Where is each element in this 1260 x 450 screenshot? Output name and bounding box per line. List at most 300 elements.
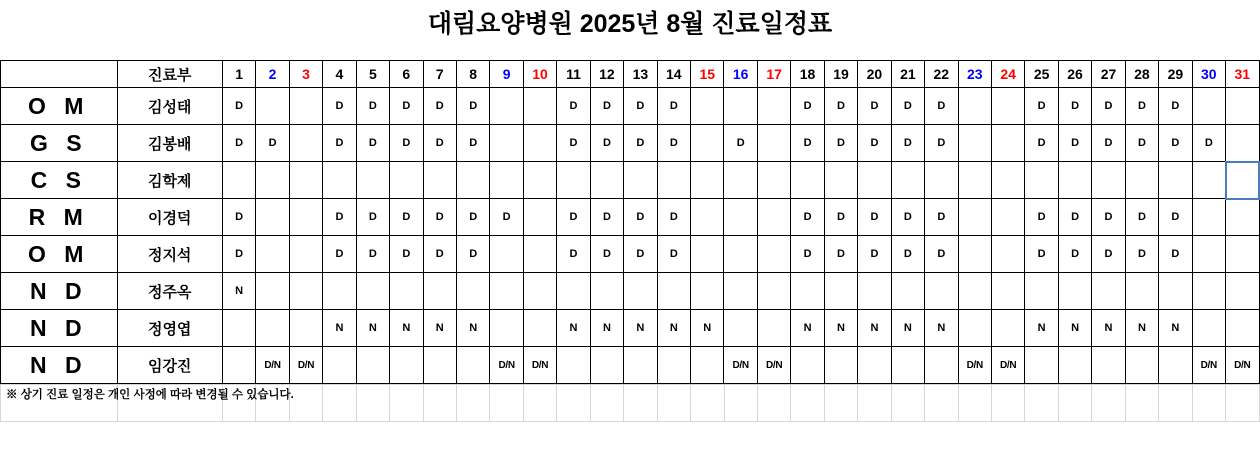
schedule-cell[interactable]: D [624,125,657,162]
schedule-cell[interactable] [991,236,1024,273]
schedule-cell[interactable] [757,273,790,310]
schedule-cell[interactable] [1226,236,1259,273]
schedule-cell[interactable] [256,310,289,347]
schedule-cell[interactable]: N [557,310,590,347]
table-row [1,236,1260,273]
day-header-20: 20 [858,61,891,88]
schedule-cell[interactable] [1092,273,1125,310]
schedule-cell[interactable]: D [590,236,623,273]
schedule-cell[interactable]: D [724,125,757,162]
schedule-cell[interactable]: D [1159,125,1192,162]
schedule-cell[interactable]: D [390,236,423,273]
day-header-12: 12 [590,61,623,88]
schedule-cell[interactable] [824,347,857,384]
schedule-cell[interactable] [824,273,857,310]
schedule-cell[interactable] [456,273,489,310]
schedule-cell[interactable] [958,273,991,310]
schedule-cell[interactable]: D [323,125,356,162]
schedule-cell[interactable] [624,162,657,199]
schedule-cell[interactable] [490,273,523,310]
schedule-cell[interactable] [557,273,590,310]
schedule-cell[interactable] [991,162,1024,199]
schedule-cell[interactable] [691,273,724,310]
schedule-cell[interactable]: D [858,199,891,236]
schedule-cell[interactable] [657,273,690,310]
schedule-cell[interactable] [624,273,657,310]
day-header-30: 30 [1192,61,1225,88]
schedule-cell[interactable]: D [590,199,623,236]
schedule-cell[interactable] [1125,162,1158,199]
schedule-cell[interactable] [1226,310,1259,347]
schedule-cell[interactable]: N [858,310,891,347]
schedule-cell[interactable]: D [1125,236,1158,273]
schedule-cell[interactable] [289,273,322,310]
schedule-cell[interactable] [1125,273,1158,310]
day-header-18: 18 [791,61,824,88]
schedule-cell[interactable]: D [1058,125,1091,162]
schedule-table [0,60,1260,384]
schedule-cell[interactable] [356,273,389,310]
schedule-cell[interactable]: D [1025,236,1058,273]
schedule-cell[interactable] [523,273,556,310]
schedule-cell[interactable] [991,199,1024,236]
schedule-cell[interactable]: D [824,199,857,236]
schedule-cell[interactable] [858,273,891,310]
schedule-cell[interactable] [323,347,356,384]
schedule-cell[interactable]: N [824,310,857,347]
day-header-22: 22 [925,61,958,88]
schedule-cell[interactable]: D [624,199,657,236]
day-header-31: 31 [1226,61,1259,88]
schedule-cell[interactable] [289,236,322,273]
schedule-cell[interactable]: D [423,236,456,273]
schedule-cell[interactable]: D/N [1192,347,1225,384]
schedule-cell[interactable] [858,347,891,384]
schedule-cell[interactable] [289,162,322,199]
schedule-cell[interactable]: N [691,310,724,347]
schedule-cell[interactable] [456,162,489,199]
schedule-cell[interactable] [1058,273,1091,310]
schedule-cell[interactable]: D [222,199,255,236]
schedule-cell[interactable] [222,310,255,347]
schedule-cell[interactable] [1092,162,1125,199]
schedule-cell[interactable]: D [925,125,958,162]
schedule-cell[interactable]: D [1159,199,1192,236]
dept-code: N D [1,310,118,347]
schedule-cell[interactable] [423,162,456,199]
day-header-13: 13 [624,61,657,88]
schedule-cell[interactable] [423,347,456,384]
schedule-cell[interactable]: D/N [757,347,790,384]
schedule-cell[interactable] [1025,162,1058,199]
table-row [1,347,1260,384]
schedule-cell[interactable] [925,273,958,310]
schedule-cell[interactable] [590,162,623,199]
schedule-cell[interactable] [323,162,356,199]
schedule-cell[interactable]: D [423,125,456,162]
doctor-name: 김학제 [117,162,222,199]
schedule-cell[interactable] [724,199,757,236]
schedule-cell[interactable]: N [1125,310,1158,347]
schedule-cell[interactable]: D [456,236,489,273]
schedule-cell[interactable] [523,88,556,125]
dept-code: O M [1,88,118,125]
schedule-cell[interactable] [390,347,423,384]
schedule-cell[interactable] [724,236,757,273]
schedule-cell[interactable]: D [1125,88,1158,125]
schedule-cell[interactable] [1226,162,1259,199]
schedule-cell[interactable] [691,125,724,162]
schedule-cell[interactable] [289,199,322,236]
day-header-9: 9 [490,61,523,88]
schedule-cell[interactable] [557,162,590,199]
schedule-cell[interactable] [390,273,423,310]
schedule-cell[interactable]: D/N [991,347,1024,384]
schedule-cell[interactable] [757,88,790,125]
schedule-cell[interactable]: D [557,236,590,273]
schedule-cell[interactable] [1092,347,1125,384]
footnote-area [0,384,1260,422]
schedule-cell[interactable]: D/N [490,347,523,384]
day-header-6: 6 [390,61,423,88]
schedule-cell[interactable] [624,347,657,384]
schedule-cell[interactable]: D [1125,125,1158,162]
schedule-cell[interactable] [757,236,790,273]
schedule-cell[interactable]: D [256,125,289,162]
schedule-cell[interactable] [523,199,556,236]
schedule-cell[interactable] [1192,88,1225,125]
day-header-3: 3 [289,61,322,88]
schedule-cell[interactable] [724,310,757,347]
schedule-cell[interactable]: N [356,310,389,347]
schedule-cell[interactable]: D [1025,125,1058,162]
schedule-cell[interactable] [1226,88,1259,125]
schedule-cell[interactable] [724,162,757,199]
schedule-cell[interactable]: D [390,88,423,125]
schedule-cell[interactable]: D [557,199,590,236]
schedule-cell[interactable]: D [858,88,891,125]
schedule-cell[interactable]: D/N [289,347,322,384]
schedule-cell[interactable] [891,162,924,199]
schedule-cell[interactable]: D [791,88,824,125]
schedule-cell[interactable]: D [1058,88,1091,125]
header-row [1,61,1260,88]
schedule-cell[interactable]: D [1159,88,1192,125]
table-row [1,162,1260,199]
schedule-cell[interactable]: D [222,236,255,273]
schedule-cell[interactable] [256,273,289,310]
schedule-cell[interactable] [289,310,322,347]
schedule-cell[interactable] [958,88,991,125]
schedule-cell[interactable]: N [791,310,824,347]
schedule-cell[interactable]: D [222,125,255,162]
schedule-cell[interactable] [490,125,523,162]
doctor-name: 이경덕 [117,199,222,236]
schedule-cell[interactable]: D/N [523,347,556,384]
page-title: 대림요양병원 2025년 8월 진료일정표 [427,10,833,38]
schedule-cell[interactable] [323,273,356,310]
schedule-cell[interactable]: D [323,236,356,273]
schedule-cell[interactable] [1226,273,1259,310]
schedule-cell[interactable]: D [423,199,456,236]
schedule-cell[interactable]: D [925,236,958,273]
schedule-cell[interactable]: D [1092,236,1125,273]
schedule-cell[interactable]: D [891,88,924,125]
day-header-1: 1 [222,61,255,88]
schedule-cell[interactable]: D [824,236,857,273]
doctor-name: 임강진 [117,347,222,384]
dept-code: R M [1,199,118,236]
schedule-cell[interactable] [256,199,289,236]
table-row [1,199,1260,236]
schedule-cell[interactable] [490,236,523,273]
schedule-cell[interactable]: D [456,88,489,125]
schedule-cell[interactable]: D [858,125,891,162]
schedule-cell[interactable]: D [356,125,389,162]
schedule-cell[interactable] [1159,162,1192,199]
table-body [1,88,1260,384]
schedule-cell[interactable]: D [456,199,489,236]
schedule-cell[interactable]: N [657,310,690,347]
schedule-cell[interactable]: D [356,236,389,273]
schedule-cell[interactable]: D [657,236,690,273]
schedule-cell[interactable] [490,88,523,125]
schedule-cell[interactable] [724,273,757,310]
schedule-cell[interactable] [757,125,790,162]
schedule-cell[interactable] [590,347,623,384]
schedule-cell[interactable] [289,125,322,162]
schedule-cell[interactable] [523,310,556,347]
schedule-cell[interactable]: D [590,88,623,125]
schedule-cell[interactable] [757,310,790,347]
footnote-text: ※ 상기 진료 일정은 개인 사정에 따라 변경될 수 있습니다. [6,389,294,401]
schedule-cell[interactable]: D [1159,236,1192,273]
schedule-cell[interactable]: D [423,88,456,125]
schedule-cell[interactable] [423,273,456,310]
schedule-cell[interactable] [691,199,724,236]
schedule-cell[interactable] [256,162,289,199]
schedule-cell[interactable] [958,236,991,273]
schedule-cell[interactable] [925,162,958,199]
schedule-cell[interactable]: D [791,236,824,273]
schedule-cell[interactable]: D [1025,199,1058,236]
schedule-cell[interactable]: D [624,236,657,273]
schedule-cell[interactable] [456,347,489,384]
schedule-cell[interactable] [490,310,523,347]
schedule-cell[interactable] [590,273,623,310]
schedule-cell[interactable]: D [925,88,958,125]
schedule-cell[interactable] [1058,347,1091,384]
schedule-cell[interactable] [691,236,724,273]
schedule-cell[interactable] [1192,199,1225,236]
schedule-cell[interactable] [1192,236,1225,273]
schedule-cell[interactable]: D/N [256,347,289,384]
day-header-11: 11 [557,61,590,88]
schedule-cell[interactable]: D [222,88,255,125]
schedule-cell[interactable]: D [657,199,690,236]
schedule-cell[interactable] [1159,347,1192,384]
schedule-cell[interactable]: D [791,125,824,162]
schedule-cell[interactable]: D [356,88,389,125]
schedule-cell[interactable] [991,125,1024,162]
day-header-17: 17 [757,61,790,88]
dept-code: C S [1,162,118,199]
schedule-cell[interactable] [691,88,724,125]
schedule-cell[interactable] [925,347,958,384]
schedule-cell[interactable] [1192,162,1225,199]
schedule-cell[interactable] [958,162,991,199]
schedule-cell[interactable]: N [1058,310,1091,347]
schedule-cell[interactable] [256,88,289,125]
schedule-cell[interactable]: D [925,199,958,236]
schedule-cell[interactable]: D [557,88,590,125]
schedule-cell[interactable]: D [1092,88,1125,125]
table-header [1,61,1260,88]
dept-column-header [1,61,118,88]
schedule-cell[interactable] [891,347,924,384]
schedule-cell[interactable] [757,162,790,199]
dept-code: N D [1,347,118,384]
schedule-cell[interactable]: D [590,125,623,162]
schedule-cell[interactable] [1192,273,1225,310]
spacer-row [0,44,1260,60]
schedule-cell[interactable]: D [657,125,690,162]
schedule-cell[interactable] [891,273,924,310]
schedule-cell[interactable]: D [1092,125,1125,162]
schedule-cell[interactable] [958,310,991,347]
schedule-cell[interactable]: D [356,199,389,236]
name-column-header: 진료부 [117,61,222,88]
schedule-cell[interactable] [657,162,690,199]
schedule-cell[interactable]: D [490,199,523,236]
schedule-cell[interactable] [1025,273,1058,310]
schedule-cell[interactable]: D [323,88,356,125]
schedule-cell[interactable] [356,162,389,199]
schedule-cell[interactable] [991,88,1024,125]
schedule-cell[interactable]: N [925,310,958,347]
schedule-cell[interactable] [657,347,690,384]
schedule-cell[interactable]: N [456,310,489,347]
schedule-cell[interactable] [691,162,724,199]
schedule-cell[interactable] [724,88,757,125]
schedule-cell[interactable]: D/N [724,347,757,384]
day-header-14: 14 [657,61,690,88]
schedule-cell[interactable] [1159,273,1192,310]
schedule-cell[interactable] [1058,162,1091,199]
schedule-cell[interactable]: D [1058,236,1091,273]
schedule-cell[interactable]: N [222,273,255,310]
schedule-cell[interactable]: D [456,125,489,162]
day-header-10: 10 [523,61,556,88]
schedule-cell[interactable]: D [824,125,857,162]
schedule-cell[interactable]: N [423,310,456,347]
day-header-26: 26 [1058,61,1091,88]
schedule-cell[interactable]: D [1025,88,1058,125]
schedule-cell[interactable]: N [891,310,924,347]
schedule-cell[interactable]: N [1159,310,1192,347]
schedule-cell[interactable]: D/N [1226,347,1259,384]
table-row [1,88,1260,125]
schedule-cell[interactable] [222,162,255,199]
schedule-cell[interactable] [824,162,857,199]
schedule-cell[interactable] [256,236,289,273]
schedule-cell[interactable]: D [791,199,824,236]
schedule-cell[interactable] [523,236,556,273]
schedule-cell[interactable]: D [891,199,924,236]
schedule-cell[interactable]: N [624,310,657,347]
schedule-cell[interactable] [1226,125,1259,162]
schedule-cell[interactable] [691,347,724,384]
schedule-cell[interactable] [1025,347,1058,384]
schedule-cell[interactable] [791,347,824,384]
schedule-cell[interactable] [991,273,1024,310]
schedule-cell[interactable] [991,310,1024,347]
doctor-name: 정영엽 [117,310,222,347]
day-header-8: 8 [456,61,489,88]
schedule-cell[interactable]: D [891,125,924,162]
day-header-28: 28 [1125,61,1158,88]
schedule-cell[interactable]: D [1192,125,1225,162]
day-header-21: 21 [891,61,924,88]
schedule-cell[interactable]: D [624,88,657,125]
schedule-cell[interactable] [791,162,824,199]
schedule-cell[interactable] [1125,347,1158,384]
schedule-cell[interactable]: D/N [958,347,991,384]
schedule-cell[interactable] [222,347,255,384]
schedule-cell[interactable]: D [891,236,924,273]
table-row [1,310,1260,347]
title-row [0,0,1260,44]
schedule-cell[interactable]: N [1092,310,1125,347]
schedule-cell[interactable]: D [824,88,857,125]
schedule-cell[interactable] [523,125,556,162]
schedule-cell[interactable]: D [390,125,423,162]
schedule-cell[interactable]: N [1025,310,1058,347]
schedule-cell[interactable] [791,273,824,310]
schedule-cell[interactable]: D [657,88,690,125]
schedule-cell[interactable] [289,88,322,125]
schedule-cell[interactable] [490,162,523,199]
schedule-cell[interactable]: D [557,125,590,162]
doctor-name: 정주옥 [117,273,222,310]
day-header-7: 7 [423,61,456,88]
schedule-cell[interactable] [390,162,423,199]
schedule-cell[interactable]: D [1125,199,1158,236]
schedule-cell[interactable]: N [590,310,623,347]
schedule-cell[interactable] [356,347,389,384]
schedule-cell[interactable]: D [1092,199,1125,236]
schedule-cell[interactable] [858,162,891,199]
schedule-cell[interactable] [557,347,590,384]
schedule-cell[interactable]: N [390,310,423,347]
schedule-cell[interactable] [958,125,991,162]
day-header-5: 5 [356,61,389,88]
doctor-name: 김봉배 [117,125,222,162]
schedule-cell[interactable]: D [1058,199,1091,236]
schedule-cell[interactable] [1192,310,1225,347]
day-header-25: 25 [1025,61,1058,88]
schedule-cell[interactable]: N [323,310,356,347]
schedule-cell[interactable]: D [858,236,891,273]
schedule-cell[interactable] [958,199,991,236]
schedule-cell[interactable] [1226,199,1259,236]
schedule-cell[interactable]: D [323,199,356,236]
day-header-24: 24 [991,61,1024,88]
dept-code: O M [1,236,118,273]
schedule-cell[interactable] [757,199,790,236]
schedule-cell[interactable] [523,162,556,199]
schedule-cell[interactable]: D [390,199,423,236]
